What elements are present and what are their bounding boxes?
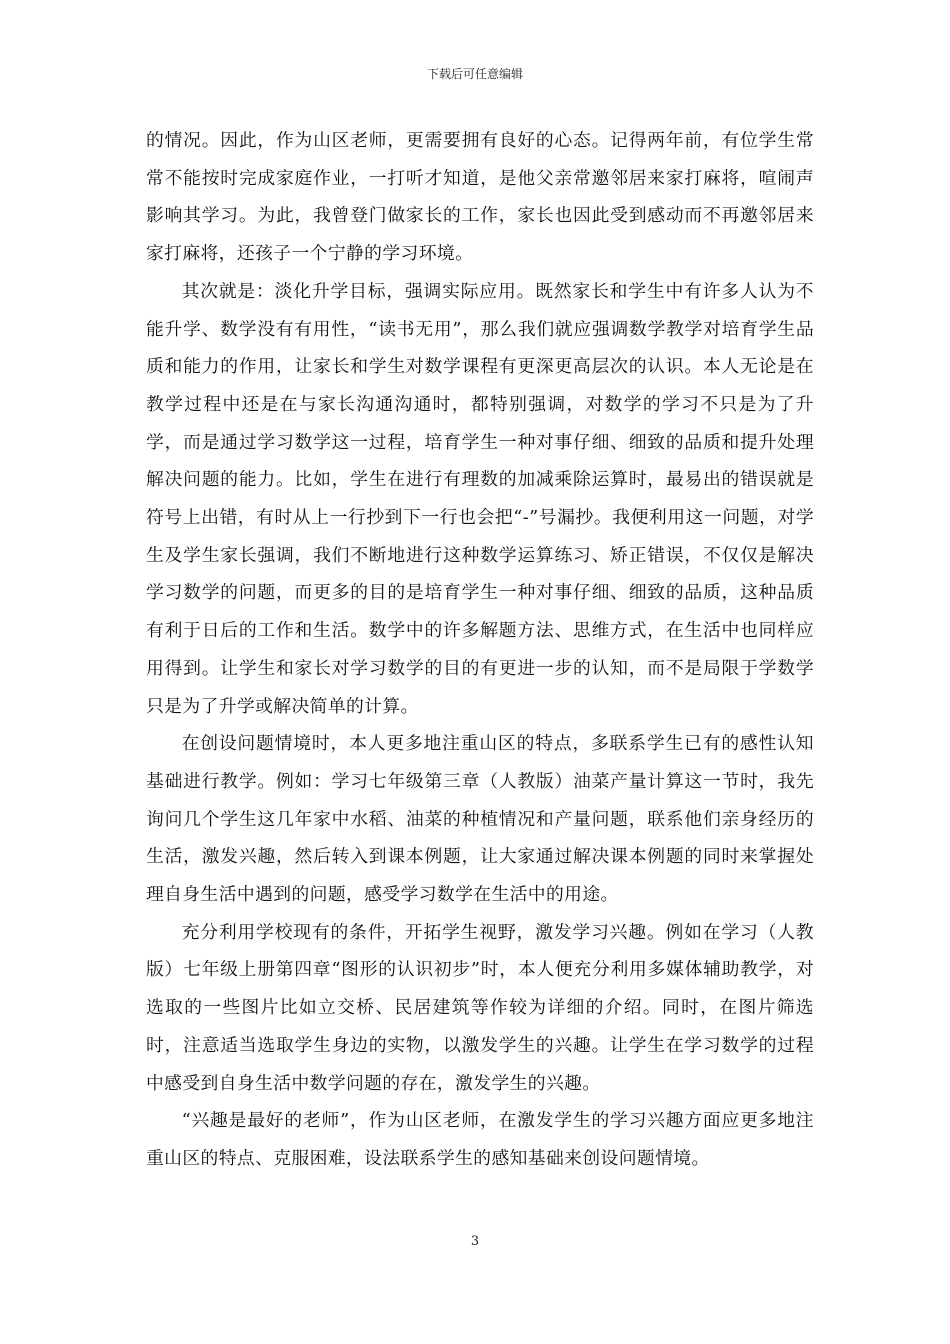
paragraph-5: “兴趣是最好的老师”，作为山区老师，在激发学生的学习兴趣方面应更多地注重山区的特点、克服困难，设法联系学生的感知基础来创设问题情境。 [146,1110,814,1169]
paragraph-3: 在创设问题情境时，本人更多地注重山区的特点，多联系学生已有的感性认知基础进行教学。例如：学习七年级第三章（人教版）油菜产量计算这一节时，我先询问几个学生这几年家中水稻、油菜的种植情况和产量问题，联系他们亲身经历的生活，激发兴趣，然后转入到课本例题，让大家通过解决课本例题的同时来掌握处理自身生活中遇到的问题，感受学习数学在生活中的用途。 [146,733,814,906]
paragraph-1: 的情况。因此，作为山区老师，更需要拥有良好的心态。记得两年前，有位学生常常不能按时完成家庭作业，一打听才知道，是他父亲常邀邻居来家打麻将，喧闹声影响其学习。为此，我曾登门做家长的工作，家长也因此受到感动而不再邀邻居来家打麻将，还孩子一个宁静的学习环境。 [146,130,814,265]
page-header: 下载后可任意编辑 [426,67,523,81]
page-number: 3 [470,1234,480,1249]
document-body [146,122,814,1178]
paragraph-2: 其次就是：淡化升学目标，强调实际应用。既然家长和学生中有许多人认为不能升学、数学没有有用性，“读书无用”，那么我们就应强调数学教学对培育学生品质和能力的作用，让家长和学生对数学课程有更深更高层次的认识。本人无论是在教学过程中还是在与家长沟通沟通时，都特别强调，对数学的学习不只是为了升学，而是通过学习数学这一过程，培育学生一种对事仔细、细致的品质和提升处理解决问题的能力。比如，学生在进行有理数的加减乘除运算时，最易出的错误就是符号上出错，有时从上一行抄到下一行也会把“-”号漏抄。我便利用这一问题，对学生及学生家长强调，我们不断地进行这种数学运算练习、矫正错误，不仅仅是解决学习数学的问题，而更多的目的是培育学生一种对事仔细、细致的品质，这种品质有利于日后的工作和生活。数学中的许多解题方法、思维方式，在生活中也同样应用得到。让学生和家长对学习数学的目的有更进一步的认知，而不是局限于学数学只是为了升学或解决简单的计算。 [146,280,814,717]
paragraph-4: 充分利用学校现有的条件，开拓学生视野，激发学习兴趣。例如在学习（人教版）七年级上册第四章“图形的认识初步”时，本人便充分利用多媒体辅助教学，对选取的一些图片比如立交桥、民居建筑等作较为详细的介绍。同时，在图片筛选时，注意适当选取学生身边的实物，以激发学生的兴趣。让学生在学习数学的过程中感受到自身生活中数学问题的存在，激发学生的兴趣。 [146,921,814,1094]
